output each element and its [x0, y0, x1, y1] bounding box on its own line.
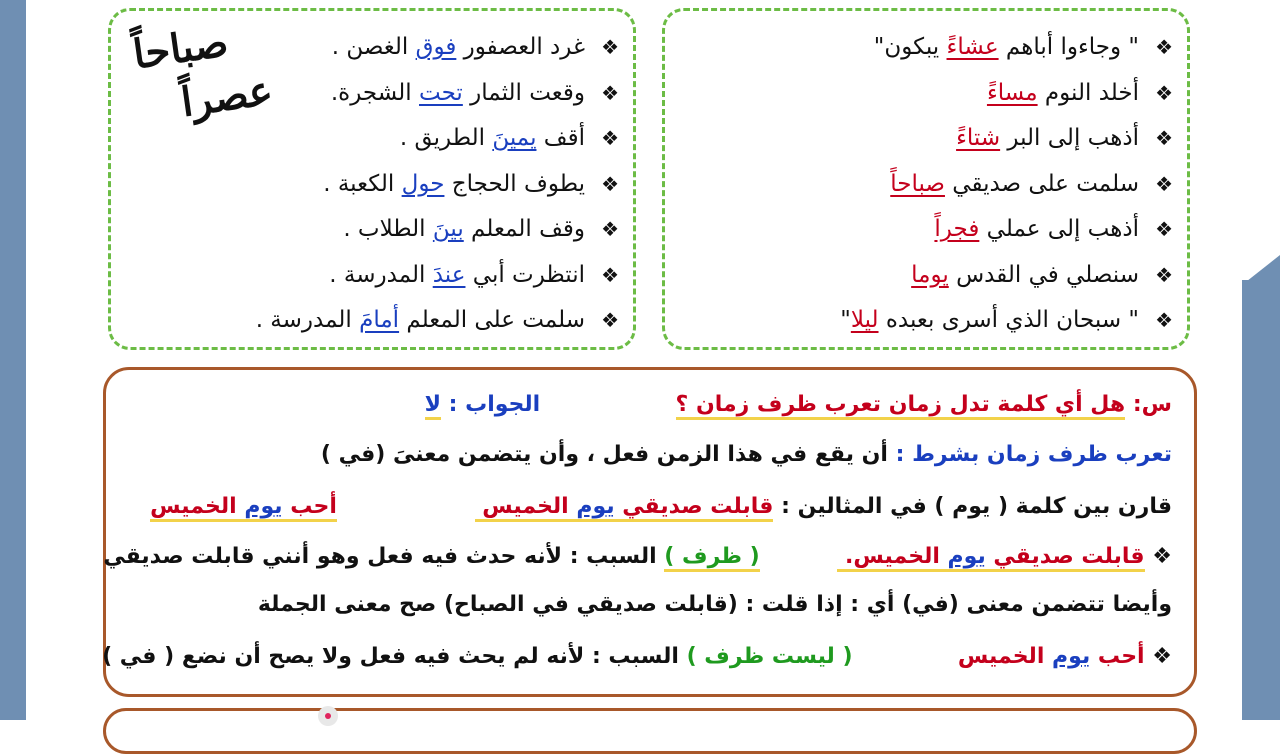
also-line — [258, 592, 1172, 617]
place-example-item — [256, 71, 619, 117]
question-line — [425, 392, 1172, 417]
example1-part-a: قابلت صديقي — [622, 494, 774, 519]
example1-part-c: الخميس — [482, 494, 569, 519]
rule-body: أن يقع في هذا الزمن فعل ، وأن يتضمن معنىَ (في ) — [320, 442, 888, 467]
time-example-item — [840, 71, 1173, 117]
rule-head: تعرب ظرف زمان بشرط : — [895, 442, 1172, 467]
time-example-text-before: سلمت على صديقي — [944, 170, 1139, 197]
place-example-item — [256, 298, 619, 344]
case1-line — [103, 544, 1172, 569]
time-example-highlight-word: شتاءً — [956, 125, 1001, 151]
compare-line — [150, 494, 1172, 519]
place-example-highlight-word: فوق — [415, 34, 457, 60]
time-example-item — [840, 207, 1173, 253]
place-example-text-before: سلمت على المعلم — [399, 307, 585, 333]
bullet-icon: ❖ — [601, 126, 619, 150]
also-text: وأيضا تتضمن معنى (في) أي : إذا قلت : (قابلت صديقي في الصباح) صح معنى الجملة — [257, 592, 1172, 617]
lesson-box — [103, 367, 1197, 697]
time-example-item — [840, 298, 1173, 344]
next-lesson-box-edge — [103, 708, 1197, 754]
case2-tag: ( ليست ظرف ) — [686, 644, 853, 669]
time-example-highlight-word: عشاءً — [946, 34, 999, 60]
time-example-text-before: " وجاءوا أباهم — [998, 34, 1139, 60]
place-example-text-after: الكعبة . — [323, 170, 402, 197]
answer-label: الجواب : — [448, 392, 541, 417]
bullet-icon: ❖ — [601, 35, 619, 59]
place-example-item — [256, 253, 619, 299]
place-example-text-before: وقف المعلم — [463, 216, 585, 242]
place-example-text-after: الطريق . — [399, 125, 493, 151]
left-side-decoration — [0, 0, 26, 720]
bullet-icon: ❖ — [601, 80, 619, 105]
handwritten-note-1: صباحاً — [130, 18, 231, 79]
time-adverbs-list — [840, 25, 1173, 344]
place-example-highlight-word: عندَ — [432, 261, 466, 288]
bullet-icon: ❖ — [1155, 217, 1173, 241]
case1-tag: ( ظرف ) — [664, 544, 759, 572]
place-example-item — [256, 162, 619, 208]
place-example-highlight-word: أمامَ — [359, 307, 400, 333]
handwritten-note-2: عصراً — [178, 66, 276, 127]
place-example-item — [256, 25, 619, 71]
time-example-highlight-word: صباحاً — [890, 170, 945, 197]
case2-reason: السبب : لأنه لم يحث فيه فعل ولا يصح أن نضع ( في ) — [102, 644, 679, 669]
place-example-text-before: وقعت الثمار — [462, 79, 585, 106]
place-example-text-after: الشجرة. — [330, 79, 419, 106]
place-example-text-before: أقف — [536, 125, 585, 151]
rule-line — [321, 442, 1172, 467]
place-example-highlight-word: بينَ — [432, 216, 464, 242]
bullet-icon: ❖ — [1155, 262, 1173, 287]
bullet-icon: ❖ — [601, 308, 619, 332]
place-adverbs-list — [256, 25, 619, 344]
bullet-icon: ❖ — [601, 262, 619, 287]
time-example-highlight-word: فجراً — [934, 216, 980, 242]
compare-text: قارن بين كلمة ( يوم ) في المثالين : — [781, 494, 1172, 519]
time-example-text-after: يبكون" — [873, 34, 947, 60]
case1-part-c: الخميس. — [845, 544, 940, 569]
place-example-text-before: يطوف الحجاج — [444, 170, 585, 197]
bullet-icon: ❖ — [601, 171, 619, 196]
place-example-text-after: الغصن . — [331, 34, 416, 60]
case2-part-a: أحب — [1097, 644, 1145, 669]
time-example-item — [840, 116, 1173, 162]
time-adverbs-box — [662, 8, 1190, 350]
time-example-text-after: " — [840, 307, 851, 333]
bullet-icon: ❖ — [1155, 35, 1173, 59]
example2-part-a: أحب — [290, 494, 337, 519]
time-example-highlight-word: يوما — [911, 261, 949, 288]
time-example-highlight-word: ليلا — [850, 307, 879, 333]
bullet-icon: ❖ — [1152, 544, 1172, 569]
bullet-icon: ❖ — [1152, 644, 1172, 669]
case1-reason: السبب : لأنه حدث فيه فعل وهو أنني قابلت صديقي — [103, 544, 657, 569]
example1-part-b: يوم — [576, 494, 615, 519]
question-text: هل أي كلمة تدل زمان تعرب ظرف زمان ؟ — [676, 392, 1126, 420]
time-example-item — [840, 253, 1173, 299]
place-example-item — [256, 116, 619, 162]
case1-part-b: يوم — [947, 544, 986, 569]
case2-part-c: الخميس — [957, 644, 1045, 669]
place-example-highlight-word: تحت — [419, 79, 463, 106]
place-example-text-after: المدرسة . — [255, 307, 360, 333]
time-example-text-before: أخلد النوم — [1037, 79, 1139, 106]
case2-part-b: يوم — [1052, 644, 1091, 669]
cursor-dot-icon — [318, 706, 338, 726]
time-example-text-before: أذهب إلى عملي — [979, 216, 1139, 242]
bullet-icon: ❖ — [1155, 171, 1173, 196]
place-adverbs-box — [108, 8, 636, 350]
bullet-icon: ❖ — [1155, 308, 1173, 332]
case1-part-a: قابلت صديقي — [993, 544, 1145, 569]
place-example-highlight-word: يمينَ — [492, 125, 537, 151]
bullet-icon: ❖ — [601, 217, 619, 241]
right-side-decoration — [1240, 0, 1280, 720]
answer-value: لا — [425, 392, 441, 420]
bullet-icon: ❖ — [1155, 126, 1173, 150]
time-example-item — [840, 162, 1173, 208]
time-example-text-before: أذهب إلى البر — [1000, 125, 1139, 151]
question-label: س: — [1132, 392, 1172, 417]
example2-part-b: يوم — [244, 494, 283, 519]
place-example-highlight-word: حول — [401, 170, 445, 197]
time-example-highlight-word: مساءً — [986, 79, 1038, 106]
place-example-text-after: المدرسة . — [329, 261, 433, 288]
place-example-text-after: الطلاب . — [343, 216, 433, 242]
place-example-item — [256, 207, 619, 253]
time-example-text-before: سنصلي في القدس — [948, 261, 1139, 288]
case2-line — [102, 644, 1172, 669]
time-example-text-before: " سبحان الذي أسرى بعبده — [878, 307, 1139, 333]
time-example-item — [840, 25, 1173, 71]
place-example-text-before: انتظرت أبي — [465, 261, 585, 288]
example2-part-c: الخميس — [150, 494, 237, 519]
bullet-icon: ❖ — [1155, 80, 1173, 105]
place-example-text-before: غرد العصفور — [456, 34, 585, 60]
